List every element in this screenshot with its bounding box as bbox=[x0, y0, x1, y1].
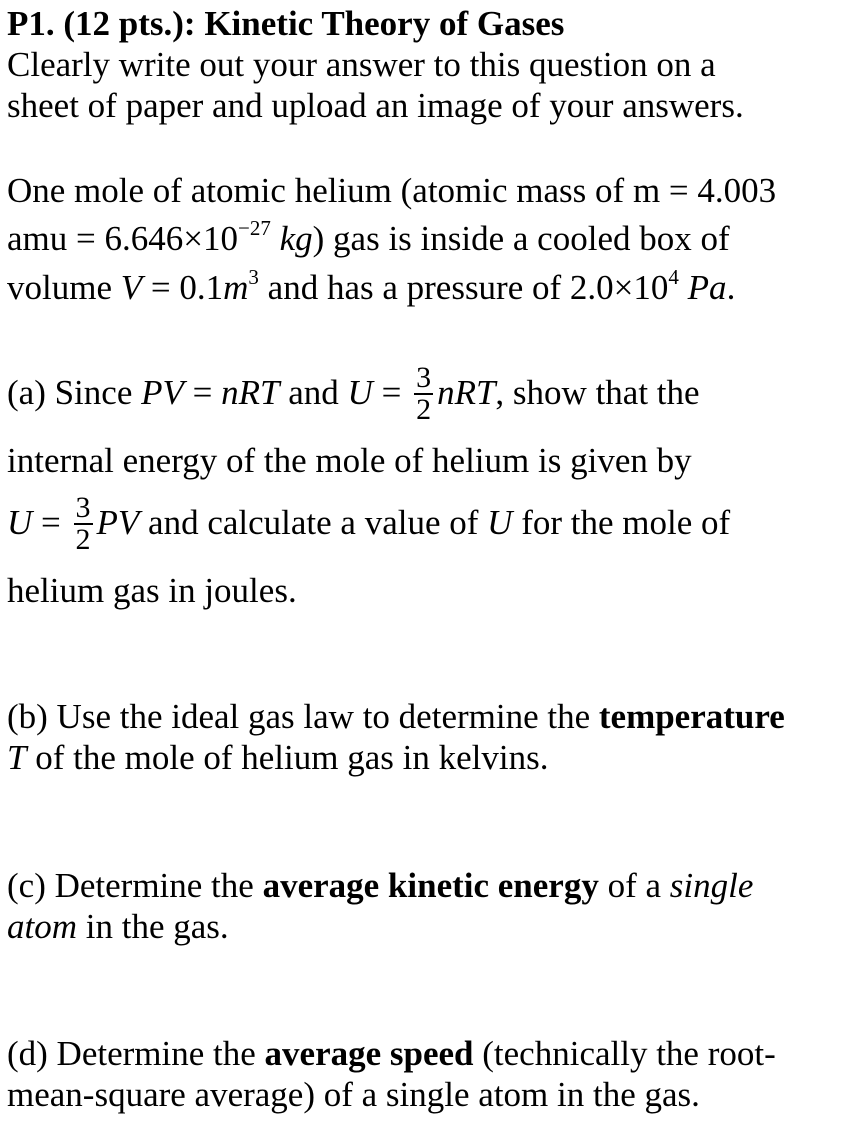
fraction-three-halves: $\frac{3}{2}$ bbox=[416, 360, 432, 426]
problem-title: P1. (12 pts.): Kinetic Theory of Gases bbox=[7, 4, 565, 43]
fraction-three-halves: $\frac{3}{2}$ bbox=[75, 490, 91, 556]
part-c-line-2: atom in the gas. bbox=[7, 907, 229, 946]
intro-line-2: amu = $6.646\times 10^{-27}$ kg) gas is inside a cooled box of bbox=[7, 216, 730, 258]
part-a-line-4: helium gas in joules. bbox=[7, 571, 297, 610]
part-d-line-1: (d) Determine the average speed (technically the root- bbox=[7, 1034, 776, 1073]
part-b-line-2: T of the mole of helium gas in kelvins. bbox=[7, 738, 549, 777]
part-a-line-3: U = $\frac{3}{2}$ PV and calculate a value of U for the mole of bbox=[7, 490, 731, 556]
part-a-line-2: internal energy of the mole of helium is given by bbox=[7, 441, 692, 480]
instructions-line-2: sheet of paper and upload an image of your answers. bbox=[7, 86, 744, 125]
instructions-line-1: Clearly write out your answer to this question on a bbox=[7, 45, 716, 84]
intro-line-1: One mole of atomic helium (atomic mass of m = 4.003 bbox=[7, 171, 777, 210]
part-c-line-1: (c) Determine the average kinetic energy of a single bbox=[7, 866, 754, 905]
part-b-line-1: (b) Use the ideal gas law to determine the temperature bbox=[7, 697, 785, 736]
part-d-line-2: mean-square average) of a single atom in the gas. bbox=[7, 1075, 700, 1114]
part-a-line-1: (a) Since PV = nRT and U = $\frac{3}{2}$ nRT, show that the bbox=[7, 360, 700, 426]
intro-line-3: volume $V = 0.1m^3$ and has a pressure of $2.0\times 10^4$ Pa. bbox=[7, 265, 736, 307]
